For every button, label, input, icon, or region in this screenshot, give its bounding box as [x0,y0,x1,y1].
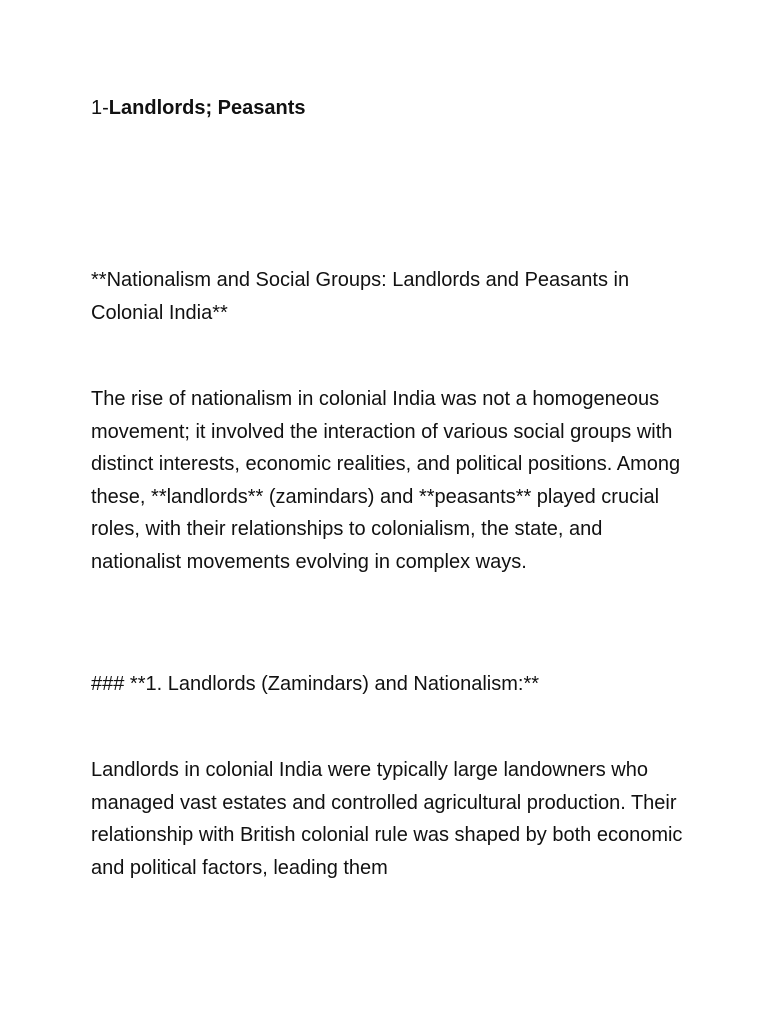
title-prefix: 1- [91,97,109,119]
section-heading-landlords: ### **1. Landlords (Zamindars) and Nationalism:** [91,673,540,695]
intro-paragraph: The rise of nationalism in colonial India was not a homogeneous movement; it involved the interaction of various social groups with distinct interests, economic realities, and political positions. Among these, **landlords** (zamindars) and **peasants** played crucial roles, with their relationships to colonialism, the state, and nationalist movements evolving in complex ways. [91,388,681,573]
title-bold-text: Landlords; Peasants [108,97,306,119]
page-title [91,94,306,122]
landlords-paragraph: Landlords in colonial India were typically large landowners who managed vast estates and controlled agricultural production. Their relationship with British colonial rule was shaped by both economic and political factors, leading them [91,759,683,879]
section-heading-nationalism: **Nationalism and Social Groups: Landlords and Peasants in Colonial India** [91,269,630,324]
